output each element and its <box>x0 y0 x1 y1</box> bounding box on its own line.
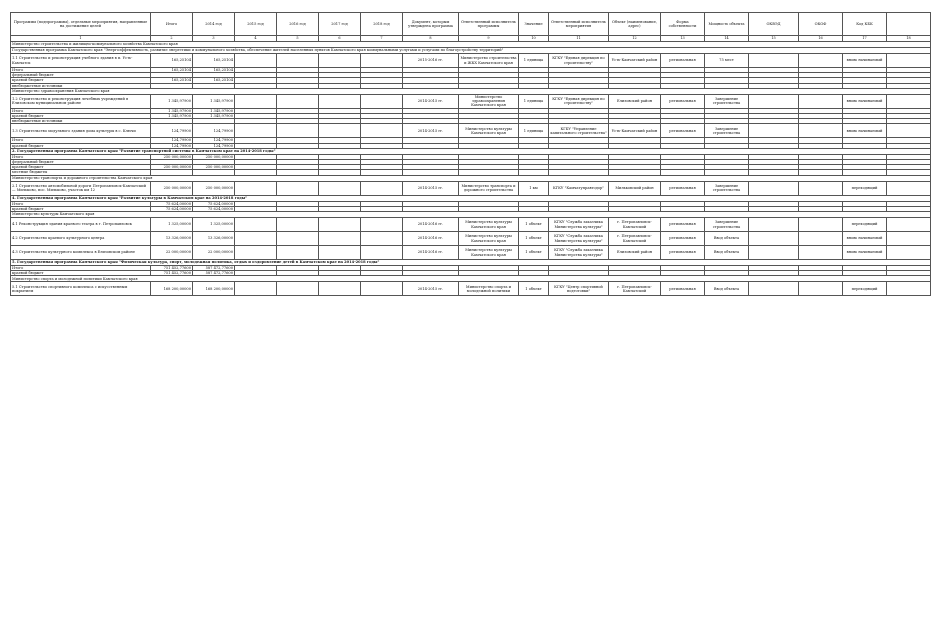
item-number: 1.2 <box>12 97 19 102</box>
table-cell <box>235 218 277 232</box>
item-okved <box>749 94 799 108</box>
item-okved <box>749 124 799 138</box>
item-capacity: Завершение строительства <box>705 218 749 232</box>
item-object: Усть-Камчатский район <box>609 124 661 138</box>
item-doc: 2014-2015 гг. <box>403 124 459 138</box>
item-form: региональная <box>661 232 705 246</box>
funding-label: Итого <box>11 266 151 271</box>
item-object: Усть-Камчатский район <box>609 54 661 68</box>
funding-total: 124,79900 <box>151 143 193 148</box>
item-name <box>11 246 151 260</box>
column-number: 1 <box>11 36 151 42</box>
funding-2014: 75 624,00000 <box>193 201 235 206</box>
table-cell <box>319 54 361 68</box>
column-number: 3 <box>193 36 235 42</box>
item-org: КГКУ "Единая дирекция по строительству" <box>549 94 609 108</box>
item-form: региональная <box>661 94 705 108</box>
item-org: КГКУ "Служба заказчика Министерства культуры" <box>549 218 609 232</box>
section-title: Министерство строительства и жилищно-коммунального хозяйства Камчатского края <box>11 42 931 48</box>
column-number: 7 <box>361 36 403 42</box>
table-cell <box>235 181 277 195</box>
item-object: г. Петропавловск-Камчатский <box>609 218 661 232</box>
item-capacity: 75 мест <box>705 54 749 68</box>
table-cell <box>277 94 319 108</box>
item-value: 1 км <box>519 181 549 195</box>
table-cell <box>319 181 361 195</box>
header-cell: Форма собственности <box>661 13 705 36</box>
table-cell <box>235 94 277 108</box>
item-total: 1 325,00000 <box>151 218 193 232</box>
table-cell <box>235 246 277 260</box>
item-object: Елизовский район <box>609 94 661 108</box>
header-cell: 2014 год <box>193 13 235 36</box>
item-capacity: Завершение строительства <box>705 181 749 195</box>
item-value: 1 объект <box>519 282 549 296</box>
item-title: Строительство модульного здания дома культуры в с. Ключи <box>18 128 136 133</box>
item-total: 165,25104 <box>151 54 193 68</box>
item-total: 22 000,00000 <box>151 246 193 260</box>
column-number: 6 <box>319 36 361 42</box>
item-executor: Министерство спорта и молодежной политики <box>459 282 519 296</box>
funding-label: местные бюджеты <box>11 170 151 175</box>
table-cell <box>319 218 361 232</box>
item-okved <box>749 181 799 195</box>
section-title: Министерство транспорта и дорожного строительства Камчатского края <box>11 175 931 181</box>
program-number: 4. <box>12 196 18 201</box>
header-cell: 2015 год <box>235 13 277 36</box>
item-capacity: Завершение строительства <box>705 124 749 138</box>
item-value: 1 объект <box>519 232 549 246</box>
column-number: 12 <box>609 36 661 42</box>
item-okved <box>749 54 799 68</box>
table-cell <box>277 282 319 296</box>
header-cell: 2016 год <box>277 13 319 36</box>
table-cell <box>319 232 361 246</box>
item-doc: 2014-2015 гг. <box>403 282 459 296</box>
item-title: Строительство спортивного комплекса с искусственным покрытием <box>12 284 128 293</box>
table-cell <box>361 232 403 246</box>
item-2014: 168 200,00000 <box>193 282 235 296</box>
item-value: 1 единица <box>519 94 549 108</box>
item-2014: 13 326,00000 <box>193 232 235 246</box>
table-row <box>11 181 931 195</box>
table-row <box>11 282 931 296</box>
funding-label: внебюджетные источники <box>11 119 151 124</box>
column-number: 14 <box>705 36 749 42</box>
funding-2014: 250 000,00000 <box>193 165 235 170</box>
item-kbk: вновь начинаемый <box>843 54 887 68</box>
column-number: 17 <box>843 36 887 42</box>
table-cell <box>319 282 361 296</box>
item-title: Строительство культурного комплекса в Елизовском районе <box>18 250 135 255</box>
item-doc: 2014-2015 гг. <box>403 94 459 108</box>
item-executor: Министерство культуры Камчатского края <box>459 246 519 260</box>
item-number: 2.1 <box>12 183 19 188</box>
funding-label: краевой бюджет <box>11 143 151 148</box>
funding-total: 124,79900 <box>151 138 193 143</box>
funding-total: 75 624,00000 <box>151 206 193 211</box>
funding-total: 1 345,97900 <box>151 114 193 119</box>
funding-total: 751 452,77600 <box>151 271 193 276</box>
item-org: КГКУ "Единая дирекция по строительству" <box>549 54 609 68</box>
column-number: 4 <box>235 36 277 42</box>
item-okved <box>749 282 799 296</box>
funding-2014: 165,25104 <box>193 78 235 83</box>
item-2014: 1 325,00000 <box>193 218 235 232</box>
funding-label: внебюджетные источники <box>11 83 151 88</box>
item-value: 1 единица <box>519 124 549 138</box>
item-number: 1.3 <box>12 128 19 133</box>
item-total: 250 000,00000 <box>151 181 193 195</box>
item-doc: 2014-2016 гг. <box>403 246 459 260</box>
item-okof <box>799 246 843 260</box>
table-row <box>11 94 931 108</box>
item-kbk: переходящий <box>843 181 887 195</box>
section-title: Министерство культуры Камчатского края <box>11 212 931 218</box>
item-kbk: переходящий <box>843 282 887 296</box>
funding-label: Итого <box>11 154 151 159</box>
header-cell: Мощность объекта <box>705 13 749 36</box>
item-number: 4.2 <box>12 236 19 241</box>
item-okof <box>799 54 843 68</box>
section-title: Министерство спорта и молодежной политики Камчатского края <box>11 276 931 282</box>
table-cell <box>887 282 931 296</box>
funding-total: 165,25104 <box>151 78 193 83</box>
funding-2014: 250 000,00000 <box>193 154 235 159</box>
item-name <box>11 181 151 195</box>
funding-2014: 1 345,97900 <box>193 114 235 119</box>
item-name <box>11 232 151 246</box>
funding-label: краевой бюджет <box>11 165 151 170</box>
item-number: 5.1 <box>12 284 19 289</box>
header-cell: Итого <box>151 13 193 36</box>
item-org: КГКУ "Служба заказчика Министерства культуры" <box>549 246 609 260</box>
item-total: 124,79900 <box>151 124 193 138</box>
table-cell <box>361 218 403 232</box>
funding-2014: 124,79900 <box>193 143 235 148</box>
header-cell <box>887 13 931 36</box>
item-name <box>11 94 151 108</box>
table-row <box>11 232 931 246</box>
section-title: Министерство здравоохранения Камчатского края <box>11 88 931 94</box>
table-cell <box>235 124 277 138</box>
item-2014: 250 000,00000 <box>193 181 235 195</box>
column-number: 15 <box>749 36 799 42</box>
item-name <box>11 124 151 138</box>
section-title: Государственная программа Камчатского края "Энергоэффективность, развитие энергетики и коммунального хозяйства, обеспечение жителей населенных пунктов Камчатского края коммунальными услугами и услугами по благоустройству территорий" <box>11 48 931 54</box>
item-okof <box>799 124 843 138</box>
header-cell: Документ, которым утверждена программа <box>403 13 459 36</box>
funding-label: краевой бюджет <box>11 206 151 211</box>
funding-2014: 75 624,00000 <box>193 206 235 211</box>
item-form: региональная <box>661 181 705 195</box>
program-number: 2. <box>12 149 18 154</box>
table-cell <box>235 282 277 296</box>
funding-2014: 165,25104 <box>193 68 235 73</box>
table-cell <box>277 218 319 232</box>
item-capacity: Завершение строительства <box>705 94 749 108</box>
table-cell <box>887 94 931 108</box>
item-name <box>11 218 151 232</box>
header-cell: 2017 год <box>319 13 361 36</box>
header-cell: Программы (подпрограммы), отдельные мероприятия, направленные на достижение целей <box>11 13 151 36</box>
document-sheet <box>10 12 911 296</box>
funding-2014: 1 345,97900 <box>193 108 235 113</box>
program-number: 5. <box>12 260 18 265</box>
item-capacity: Ввод объекта <box>705 246 749 260</box>
item-object: Мильковский район <box>609 181 661 195</box>
table-cell <box>361 282 403 296</box>
item-executor: Министерство транспорта и дорожного строительства <box>459 181 519 195</box>
table-cell <box>319 124 361 138</box>
funding-total: 75 624,00000 <box>151 201 193 206</box>
header-row <box>11 13 931 36</box>
item-2014: 165,25104 <box>193 54 235 68</box>
item-title: Реконструкция здания краевого театра в г. Петропавловск <box>18 222 132 227</box>
item-doc: 2015-2016 гг. <box>403 54 459 68</box>
item-form: региональная <box>661 54 705 68</box>
item-number: 1.1 <box>12 56 19 61</box>
item-okof <box>799 232 843 246</box>
item-2014: 22 000,00000 <box>193 246 235 260</box>
column-number: 13 <box>661 36 705 42</box>
program-name: Государственная программа Камчатского края "Развитие культуры в Камчатском крае на 2014-2018 годы" <box>17 196 248 201</box>
item-kbk: вновь начинаемый <box>843 232 887 246</box>
header-cell: Ответственный исполнитель программы <box>459 13 519 36</box>
table-cell <box>361 181 403 195</box>
header-cell: ОКВЭД <box>749 13 799 36</box>
table-row <box>11 218 931 232</box>
table-cell <box>887 124 931 138</box>
funding-label: Итого <box>11 108 151 113</box>
item-form: региональная <box>661 124 705 138</box>
item-okof <box>799 218 843 232</box>
table-cell <box>319 246 361 260</box>
table-cell <box>887 246 931 260</box>
item-okved <box>749 232 799 246</box>
column-number: 10 <box>519 36 549 42</box>
investment-table <box>10 12 931 296</box>
funding-label: Итого <box>11 201 151 206</box>
item-executor: Министерство культуры Камчатского края <box>459 124 519 138</box>
item-org: КГКУ "Служба заказчика Министерства культуры" <box>549 232 609 246</box>
item-okved <box>749 218 799 232</box>
funding-label: краевой бюджет <box>11 78 151 83</box>
header-cell: Объект (наименование, адрес) <box>609 13 661 36</box>
funding-total: 1 345,97900 <box>151 108 193 113</box>
item-org: КГКУ "Центр спортивной подготовки" <box>549 282 609 296</box>
table-cell <box>235 54 277 68</box>
item-form: региональная <box>661 218 705 232</box>
table-cell <box>361 246 403 260</box>
item-org: КГБУ "Управление капитального строительства" <box>549 124 609 138</box>
table-cell <box>361 54 403 68</box>
item-number: 4.3 <box>12 250 19 255</box>
table-cell <box>235 232 277 246</box>
item-kbk: вновь начинаемый <box>843 246 887 260</box>
funding-label: краевой бюджет <box>11 271 151 276</box>
item-value: 1 единица <box>519 54 549 68</box>
table-cell <box>887 54 931 68</box>
table-cell <box>887 232 931 246</box>
item-executor: Министерство строительства и ЖКХ Камчатского края <box>459 54 519 68</box>
table-cell <box>277 246 319 260</box>
header-cell: Значение <box>519 13 549 36</box>
column-number: 11 <box>549 36 609 42</box>
item-kbk: вновь начинаемый <box>843 94 887 108</box>
funding-label: Итого <box>11 68 151 73</box>
table-cell <box>277 232 319 246</box>
item-total: 168 200,00000 <box>151 282 193 296</box>
item-number: 4.1 <box>12 222 19 227</box>
item-total: 1 345,97900 <box>151 94 193 108</box>
item-okved <box>749 246 799 260</box>
table-cell <box>319 94 361 108</box>
table-cell <box>277 124 319 138</box>
column-number: 2 <box>151 36 193 42</box>
funding-total: 751 452,77600 <box>151 266 193 271</box>
item-form: региональная <box>661 246 705 260</box>
item-title: Строительство автомобильной дороги Петропавловск-Камчатский — Мильково, пос. Мильково, участок км 12 <box>12 183 147 193</box>
item-name <box>11 54 151 68</box>
column-number: 9 <box>459 36 519 42</box>
item-doc: 2014-2015 гг. <box>403 181 459 195</box>
funding-2014: 124,79900 <box>193 138 235 143</box>
item-value: 1 объект <box>519 246 549 260</box>
table-cell <box>887 218 931 232</box>
item-kbk: переходящий <box>843 218 887 232</box>
funding-label: краевой бюджет <box>11 114 151 119</box>
table-row <box>11 54 931 68</box>
funding-label: федеральный бюджет <box>11 160 151 165</box>
table-row <box>11 124 931 138</box>
item-object: г. Петропавловск-Камчатский <box>609 232 661 246</box>
header-cell: Ответственный исполнитель мероприятия <box>549 13 609 36</box>
item-capacity: Ввод объекта <box>705 282 749 296</box>
column-number: 8 <box>403 36 459 42</box>
funding-total: 250 000,00000 <box>151 165 193 170</box>
program-name: Государственная программа Камчатского края "Развитие транспортной системы в Камчатском крае на 2014-2018 годы" <box>17 149 276 154</box>
item-executor: Министерство здравоохранения Камчатского края <box>459 94 519 108</box>
funding-total: 250 000,00000 <box>151 154 193 159</box>
item-org: КГКУ "Камчатуправтодор" <box>549 181 609 195</box>
header-cell: Код КБК <box>843 13 887 36</box>
item-okof <box>799 282 843 296</box>
funding-2014: 587 472,77600 <box>193 266 235 271</box>
item-okof <box>799 94 843 108</box>
item-2014: 124,79900 <box>193 124 235 138</box>
table-cell <box>361 124 403 138</box>
funding-label: федеральный бюджет <box>11 73 151 78</box>
header-cell: ОКОФ <box>799 13 843 36</box>
item-doc: 2014-2016 гг. <box>403 232 459 246</box>
item-value: 1 объект <box>519 218 549 232</box>
table-cell <box>277 54 319 68</box>
item-total: 13 326,00000 <box>151 232 193 246</box>
column-number: 5 <box>277 36 319 42</box>
item-object: г. Петропавловск-Камчатский <box>609 282 661 296</box>
item-doc: 2014-2016 гг. <box>403 218 459 232</box>
table-cell <box>887 181 931 195</box>
funding-2014: 587 472,77600 <box>193 271 235 276</box>
column-number: 16 <box>799 36 843 42</box>
item-kbk: вновь начинаемый <box>843 124 887 138</box>
item-2014: 1 345,97900 <box>193 94 235 108</box>
funding-total: 165,25104 <box>151 68 193 73</box>
item-form: региональная <box>661 282 705 296</box>
item-executor: Министерство культуры Камчатского края <box>459 232 519 246</box>
item-object: Елизовский район <box>609 246 661 260</box>
table-cell <box>277 181 319 195</box>
program-name: Государственная программа Камчатского края "Физическая культура, спорт, молодежная политика, отдых и оздоровление детей в Камчатском крае на 2014-2018 годы" <box>17 260 380 265</box>
table-row <box>11 246 931 260</box>
item-title: Строительство и реконструкция лечебных учреждений в Елизовском муниципальном районе <box>12 97 129 106</box>
item-title: Строительство краевого культурного центра <box>18 236 105 241</box>
item-title: Строительство и реконструкция учебного здания в п. Усть-Камчатск <box>12 56 133 65</box>
funding-label: Итого <box>11 138 151 143</box>
table-body <box>11 42 931 296</box>
column-number: 18 <box>887 36 931 42</box>
table-cell <box>361 94 403 108</box>
header-cell: 2018 год <box>361 13 403 36</box>
item-capacity: Ввод объекта <box>705 232 749 246</box>
item-executor: Министерство культуры Камчатского края <box>459 218 519 232</box>
item-name <box>11 282 151 296</box>
item-okof <box>799 181 843 195</box>
